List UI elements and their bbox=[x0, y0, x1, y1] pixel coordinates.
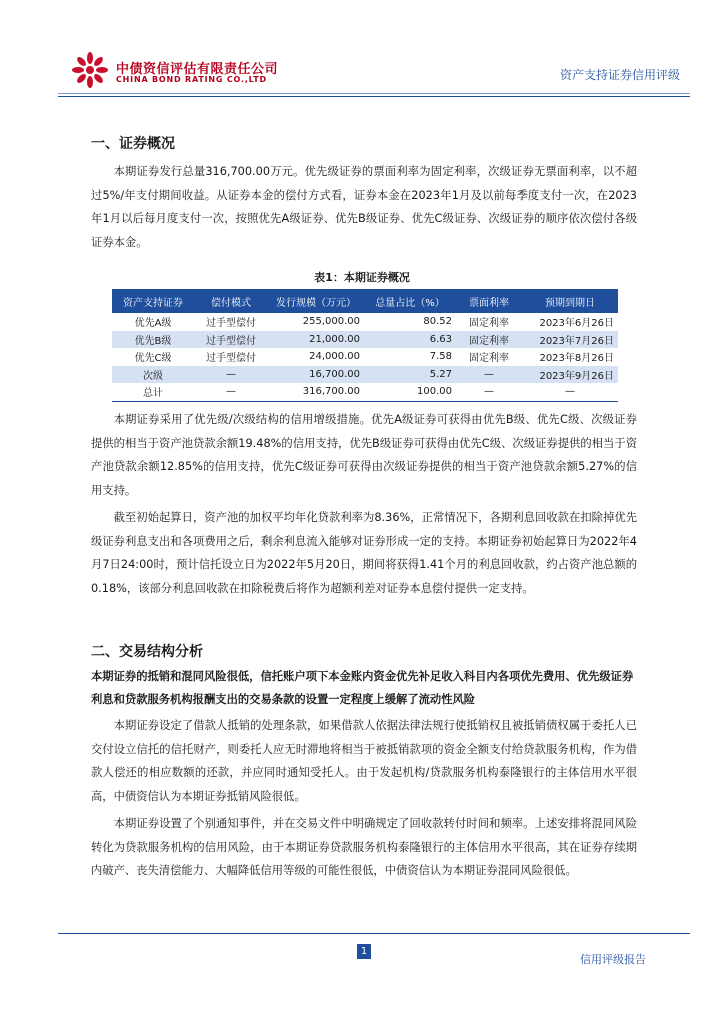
table-row bbox=[112, 313, 618, 331]
table-cell: 固定利率 bbox=[456, 331, 522, 349]
securities-table bbox=[112, 289, 618, 402]
table-cell: 次级 bbox=[112, 366, 194, 384]
table-cell: 过手型偿付 bbox=[206, 318, 256, 330]
table-cell: 2023年9月26日 bbox=[522, 366, 618, 384]
section1-para3 bbox=[91, 506, 637, 600]
footer-label: 信用评级报告 bbox=[580, 953, 646, 966]
table-cell: 固定利率 bbox=[469, 318, 509, 330]
table-cell: 2023年8月26日 bbox=[539, 353, 614, 365]
company-name-cn: 中债资信评估有限责任公司 bbox=[116, 62, 279, 77]
table-row-total bbox=[112, 383, 618, 401]
footer-divider bbox=[58, 933, 690, 934]
table-cell: — bbox=[194, 383, 268, 401]
section2-summary: 本期证券的抵销和混同风险很低，信托账户项下本金账内资金优先补足收入科目内各项优先费用、优先级证券利息和贷款服务机构报酬支出的交易条款的设置一定程度上缓解了流动性风险 bbox=[91, 670, 634, 706]
section1-title: 一、证券概况 bbox=[91, 136, 175, 152]
table-row bbox=[112, 348, 618, 366]
header-divider-2 bbox=[58, 96, 690, 97]
col-header: 总量占比（%） bbox=[364, 289, 456, 313]
paragraph-text: 本期证券发行总量316,700.00万元。优先级证券的票面利率为固定利率，次级证券无票面利率，以不超过5%/年支付期间收益。从证券本金的偿付方式看，证券本金在2023年1月及以前每季度支付一次，在2023年1月以后每月度支付一次，按照优先A级证券、优先B级证券、优先C级证券、次级证券的顺序依次偿付各级证券本金。 bbox=[91, 165, 637, 249]
table-cell: 6.63 bbox=[364, 331, 456, 349]
table-caption: 表1：本期证券概况 bbox=[314, 271, 410, 284]
report-type: 资产支持证券信用评级 bbox=[559, 68, 680, 82]
table-row bbox=[112, 331, 618, 349]
table-cell: 255,000.00 bbox=[302, 316, 360, 328]
table-header-row bbox=[112, 289, 618, 313]
paragraph-text: 本期证券设定了借款人抵销的处理条款，如果借款人依据法律法规行使抵销权且被抵销债权属于委托人已交付设立信托的信托财产，则委托人应无时滞地将相当于被抵销款项的资金全额支付给贷款服务机构，作为借款人偿还的相应数额的还款，并应同时通知受托人。由于发起机构/贷款服务机构泰隆银行的主体信用水平很高，中债资信认为本期证券抵销风险很低。 bbox=[91, 719, 637, 803]
page-header bbox=[0, 0, 724, 104]
table-cell: 100.00 bbox=[364, 383, 456, 401]
table-cell: 过手型偿付 bbox=[194, 331, 268, 349]
table-cell: 5.27 bbox=[364, 366, 456, 384]
table-cell: — bbox=[522, 383, 618, 401]
col-header: 资产支持证券 bbox=[112, 289, 194, 313]
table-cell: 2023年6月26日 bbox=[539, 318, 614, 330]
page-number: 1 bbox=[357, 944, 371, 959]
paragraph-text: 截至初始起算日，资产池的加权平均年化贷款利率为8.36%，正常情况下，各期利息回收款在扣除掉优先级证券利息支出和各项费用之后，剩余利息流入能够对证券形成一定的支持。本期证券初始起算日为2022年4月7日24:00时，预计信托设立日为2022年5月20日，期间将获得1.41个月的利息回收款，约占资产池总额的0.18%，该部分利息回收款在扣除税费后将作为超额利差对证券本息偿付提供一定支持。 bbox=[91, 511, 637, 595]
table-cell: 80.52 bbox=[423, 316, 452, 328]
company-logo-icon bbox=[72, 52, 108, 88]
table-cell: — bbox=[456, 383, 522, 401]
table-cell: 优先B级 bbox=[112, 331, 194, 349]
col-header: 发行规模（万元） bbox=[268, 289, 364, 313]
section2-para1 bbox=[91, 714, 637, 808]
table-cell: 7.58 bbox=[429, 351, 452, 363]
header-divider bbox=[58, 93, 690, 94]
section2-title: 二、交易结构分析 bbox=[91, 644, 203, 660]
table-cell: 316,700.00 bbox=[268, 383, 364, 401]
table-cell: 24,000.00 bbox=[309, 351, 360, 363]
section1-para2 bbox=[91, 408, 637, 502]
col-header: 预期到期日 bbox=[522, 289, 618, 313]
table-cell: 总计 bbox=[112, 383, 194, 401]
table-cell: 2023年7月26日 bbox=[522, 331, 618, 349]
table-cell: 21,000.00 bbox=[268, 331, 364, 349]
company-name-en: CHINA BOND RATING CO.,LTD bbox=[116, 75, 267, 84]
col-header: 偿付模式 bbox=[194, 289, 268, 313]
col-header: 票面利率 bbox=[456, 289, 522, 313]
section2-para2 bbox=[91, 812, 637, 883]
table-cell: — bbox=[456, 366, 522, 384]
table-cell: 优先C级 bbox=[134, 353, 172, 365]
table-cell: 过手型偿付 bbox=[206, 353, 256, 365]
table-cell: 优先A级 bbox=[134, 318, 172, 330]
table-cell: 16,700.00 bbox=[268, 366, 364, 384]
table-cell: 固定利率 bbox=[469, 353, 509, 365]
section1-para1 bbox=[91, 160, 637, 254]
table-cell: — bbox=[194, 366, 268, 384]
paragraph-text: 本期证券设置了个别通知事件，并在交易文件中明确规定了回收款转付时间和频率。上述安排将混同风险转化为贷款服务机构的信用风险，由于本期证券贷款服务机构泰隆银行的主体信用水平很高，其在证券存续期内破产、丧失清偿能力、大幅降低信用等级的可能性很低，中债资信认为本期证券混同风险很低。 bbox=[91, 817, 637, 877]
table-row bbox=[112, 366, 618, 384]
paragraph-text: 本期证券采用了优先级/次级结构的信用增级措施。优先A级证券可获得由优先B级、优先C级、次级证券提供的相当于资产池贷款余额19.48%的信用支持，优先B级证券可获得由优先C级、次级证券提供的相当于资产池贷款余额12.85%的信用支持，优先C级证券可获得由次级证券提供的相当于资产池贷款余额5.27%的信用支持。 bbox=[91, 413, 637, 497]
